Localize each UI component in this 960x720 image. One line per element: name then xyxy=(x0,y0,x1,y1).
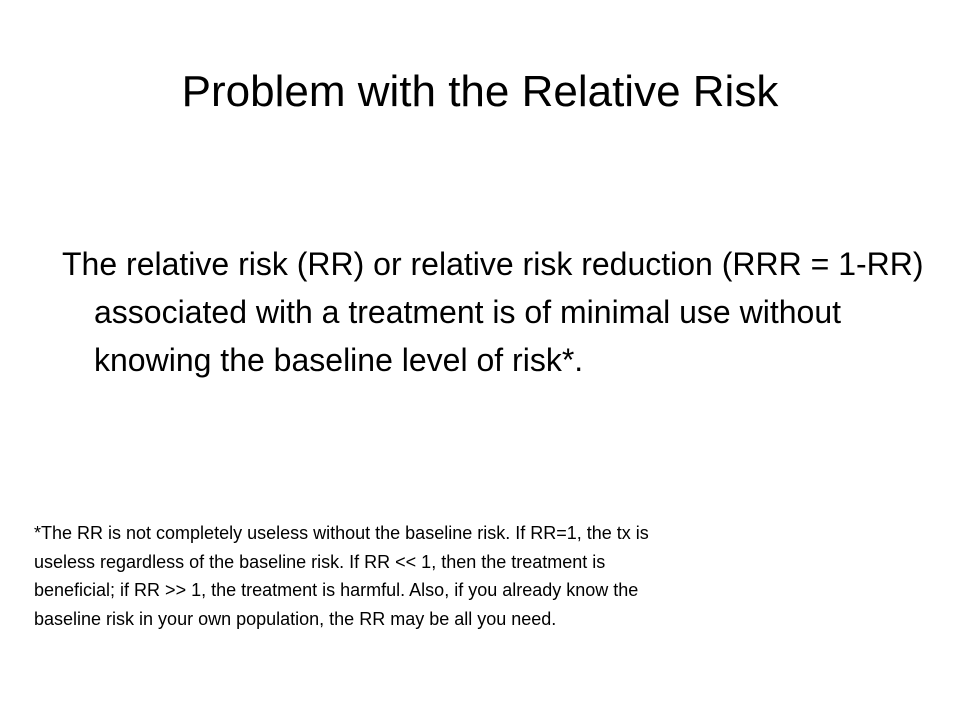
slide-title: Problem with the Relative Risk xyxy=(181,67,779,116)
body-text: The relative risk (RR) or relative risk reduction (RRR = 1-RR) associated with a treatment is of minimal use without knowing the baseline level of risk*. xyxy=(62,246,924,378)
footnote: *The RR is not completely useless without the baseline risk. If RR=1, the tx is useless regardless of the baseline risk. If RR << 1, then the treatment is beneficial; if RR >> 1, the treatment is harmful. Also, if you already know the baseline risk in your own population, the RR may be all you need. xyxy=(34,523,649,629)
